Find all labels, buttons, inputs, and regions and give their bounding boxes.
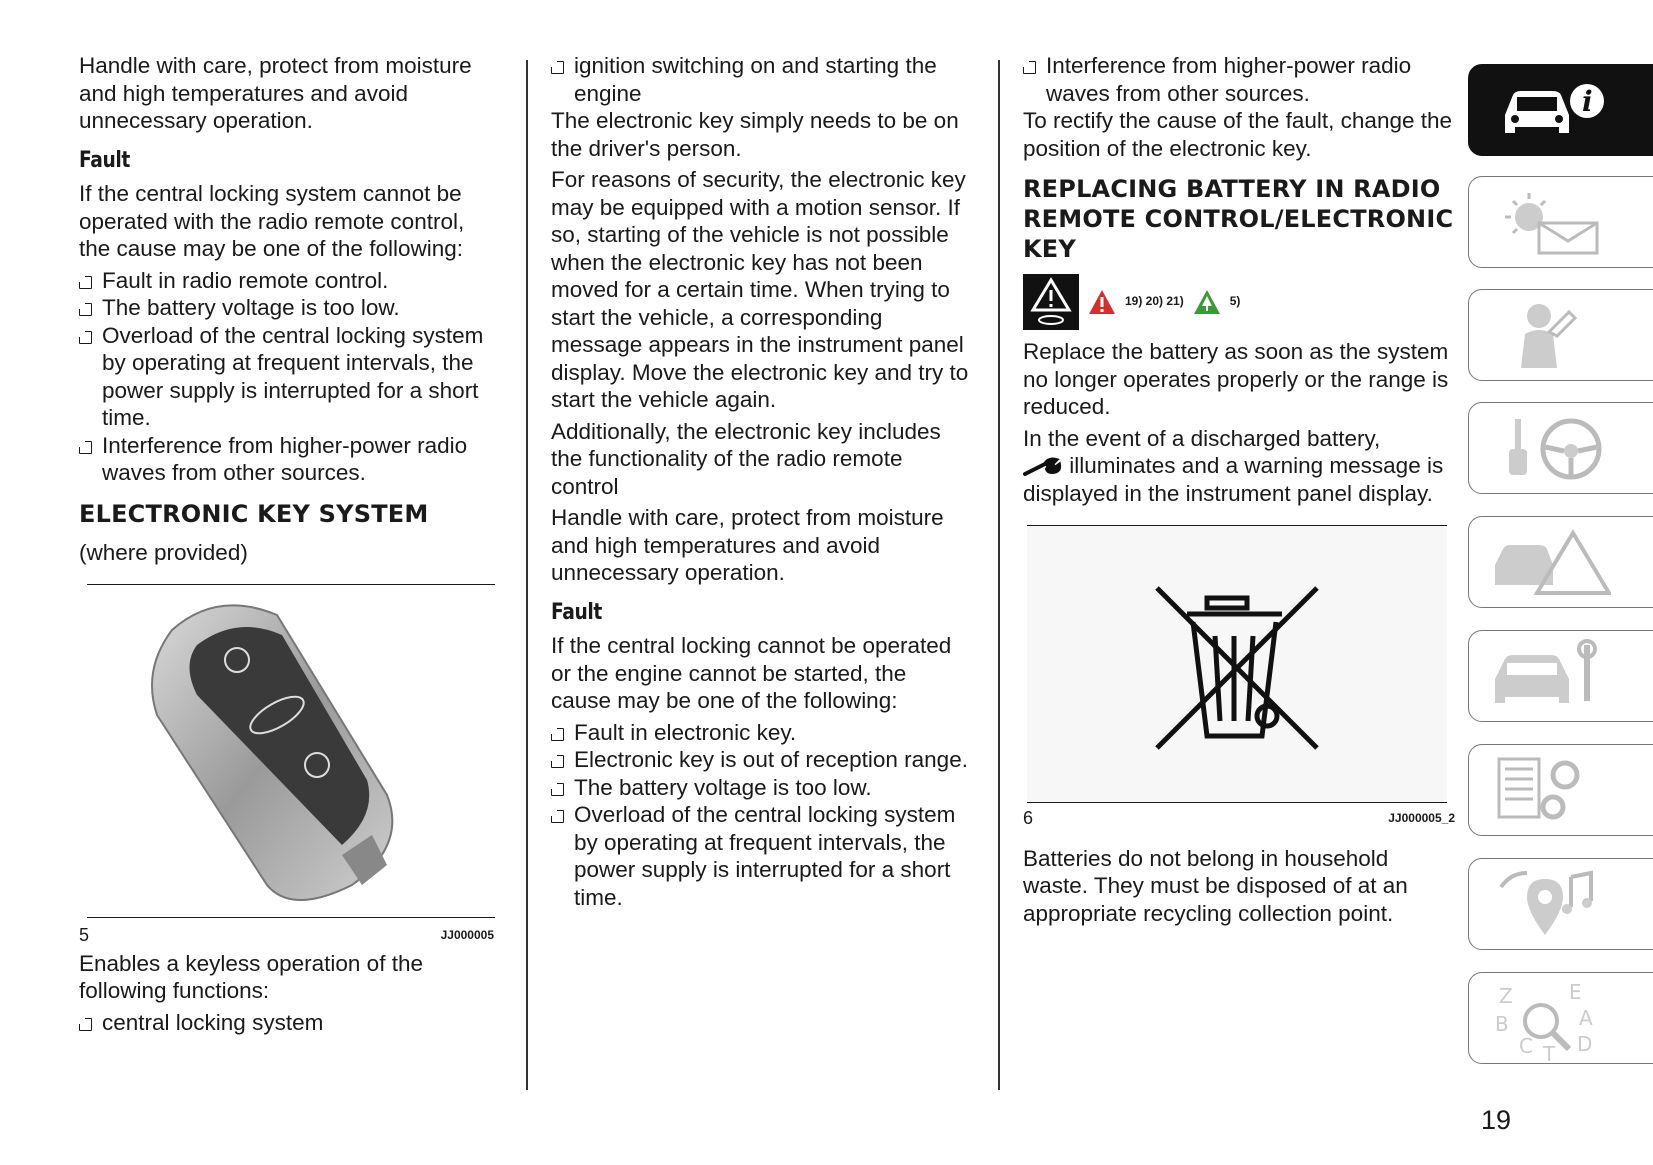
- warning-references: [1023, 274, 1455, 330]
- safety-icon: [1491, 298, 1611, 370]
- list-item: Electronic key is out of reception range.: [551, 746, 971, 774]
- list-item: The battery voltage is too low.: [79, 294, 494, 322]
- warning-lights-icon: [1491, 185, 1611, 257]
- starting-driving-icon: [1491, 411, 1611, 483]
- paragraph: (where provided): [79, 539, 248, 565]
- section-heading: REPLACING BATTERY IN RADIO REMOTE CONTROL/ELECTRONIC KEY: [1023, 175, 1454, 263]
- fault-subheading: Fault: [551, 599, 602, 625]
- section-heading: ELECTRONIC KEY SYSTEM: [79, 499, 429, 528]
- figure-number: 5: [79, 925, 90, 945]
- paragraph: Batteries do not belong in household waste. They must be disposed of at an appropriate recycling collection point.: [1023, 845, 1408, 926]
- tab-warning-lights[interactable]: [1468, 176, 1653, 268]
- index-letter: C: [1519, 1034, 1533, 1058]
- list-item: Interference from higher-power radio waves from other sources.: [79, 432, 494, 487]
- index-letter: T: [1543, 1042, 1556, 1061]
- paragraph: If the central locking cannot be operated or the engine cannot be started, the cause may be one of the following:: [551, 633, 952, 713]
- paragraph: Additionally, the electronic key includes the functionality of the radio remote control: [551, 418, 941, 499]
- battery-warning-icon: [1023, 274, 1079, 330]
- technical-data-icon: [1491, 753, 1611, 825]
- index-letter: E: [1569, 981, 1582, 1004]
- electronic-key-figure: [87, 584, 495, 918]
- paragraph: Handle with care, protect from moisture and high temperatures and avoid unnecessary operation.: [551, 505, 944, 585]
- index-letter: D: [1577, 1032, 1593, 1056]
- crossed-bin-icon: [1027, 526, 1447, 802]
- index-letter: A: [1579, 1006, 1593, 1030]
- warning-refs: 19) 20) 21): [1125, 294, 1184, 309]
- list-item: The battery voltage is too low.: [551, 774, 971, 802]
- column-1: [79, 52, 494, 1036]
- svg-text:i: i: [1582, 85, 1593, 118]
- list-item: Interference from higher-power radio waves from other sources.: [1023, 52, 1455, 107]
- tab-safety[interactable]: [1468, 289, 1653, 381]
- paragraph: To rectify the cause of the fault, change the position of the electronic key.: [1023, 108, 1453, 161]
- recycling-figure: [1027, 525, 1447, 803]
- tab-multimedia[interactable]: [1468, 858, 1653, 950]
- electronic-key-image: [87, 585, 495, 917]
- environment-icon: [1192, 288, 1222, 316]
- list-item: Overload of the central locking system by operating at frequent intervals, the power supply is interrupted for a short time.: [551, 801, 971, 911]
- list-item: Fault in electronic key.: [551, 719, 971, 747]
- paragraph: Enables a keyless operation of the following functions:: [79, 950, 423, 1003]
- car-info-icon: [1491, 73, 1611, 145]
- paragraph: Handle with care, protect from moisture and high temperatures and avoid unnecessary operation.: [79, 53, 472, 133]
- tab-servicing[interactable]: [1468, 630, 1653, 722]
- fault-subheading: Fault: [79, 147, 130, 173]
- column-3: [1023, 52, 1455, 931]
- list-item: ignition switching on and starting the engine: [551, 52, 971, 107]
- paragraph: Replace the battery as soon as the system no longer operates properly or the range is reduced.: [1023, 339, 1449, 419]
- paragraph: [1023, 425, 1455, 508]
- paragraph: The electronic key simply needs to be on the driver's person.: [551, 108, 959, 161]
- fault-list: [79, 267, 494, 487]
- figure-number: 6: [1023, 808, 1034, 828]
- column-divider: [998, 60, 1000, 1090]
- index-icon: [1491, 981, 1611, 1061]
- tab-index[interactable]: [1468, 972, 1653, 1064]
- multimedia-icon: [1491, 867, 1611, 939]
- column-2: [551, 52, 971, 911]
- paragraph-part: illuminates and a warning message is displayed in the instrument panel display.: [1023, 453, 1444, 506]
- paragraph: For reasons of security, the electronic key may be equipped with a motion sensor. If so, starting of the vehicle is not possible when the electronic key has not been moved for a certain time. When trying to start the vehicle, a corresponding message appears in the instrument panel display. Move the electronic key and try to start the vehicle again.: [551, 167, 969, 412]
- paragraph-part: In the event of a discharged battery,: [1023, 425, 1381, 451]
- tab-emergency[interactable]: [1468, 516, 1653, 608]
- figure-code: JJ000005_2: [1388, 811, 1455, 825]
- tab-vehicle-info[interactable]: [1468, 64, 1653, 156]
- figure-code: JJ000005: [440, 928, 494, 942]
- index-letter: B: [1495, 1012, 1509, 1036]
- figure-caption: [79, 922, 494, 950]
- list-item: Overload of the central locking system by operating at frequent intervals, the power supply is interrupted for a short time.: [79, 322, 494, 432]
- wrench-icon: [1023, 456, 1063, 478]
- list-item: central locking system: [79, 1009, 494, 1037]
- tab-technical-data[interactable]: [1468, 744, 1653, 836]
- danger-warning-icon: [1087, 288, 1117, 316]
- emergency-icon: [1491, 525, 1611, 597]
- list-item: Fault in radio remote control.: [79, 267, 494, 295]
- index-letter: Z: [1499, 984, 1513, 1008]
- column-divider: [526, 60, 528, 1090]
- tab-starting-driving[interactable]: [1468, 402, 1653, 494]
- page-number: 19: [1481, 1105, 1512, 1135]
- environment-refs: 5): [1229, 294, 1241, 309]
- paragraph: If the central locking system cannot be operated with the radio remote control, the cause may be one of the following:: [79, 181, 465, 261]
- figure-caption: [1023, 805, 1455, 833]
- servicing-icon: [1491, 639, 1611, 711]
- fault-list: [551, 719, 971, 912]
